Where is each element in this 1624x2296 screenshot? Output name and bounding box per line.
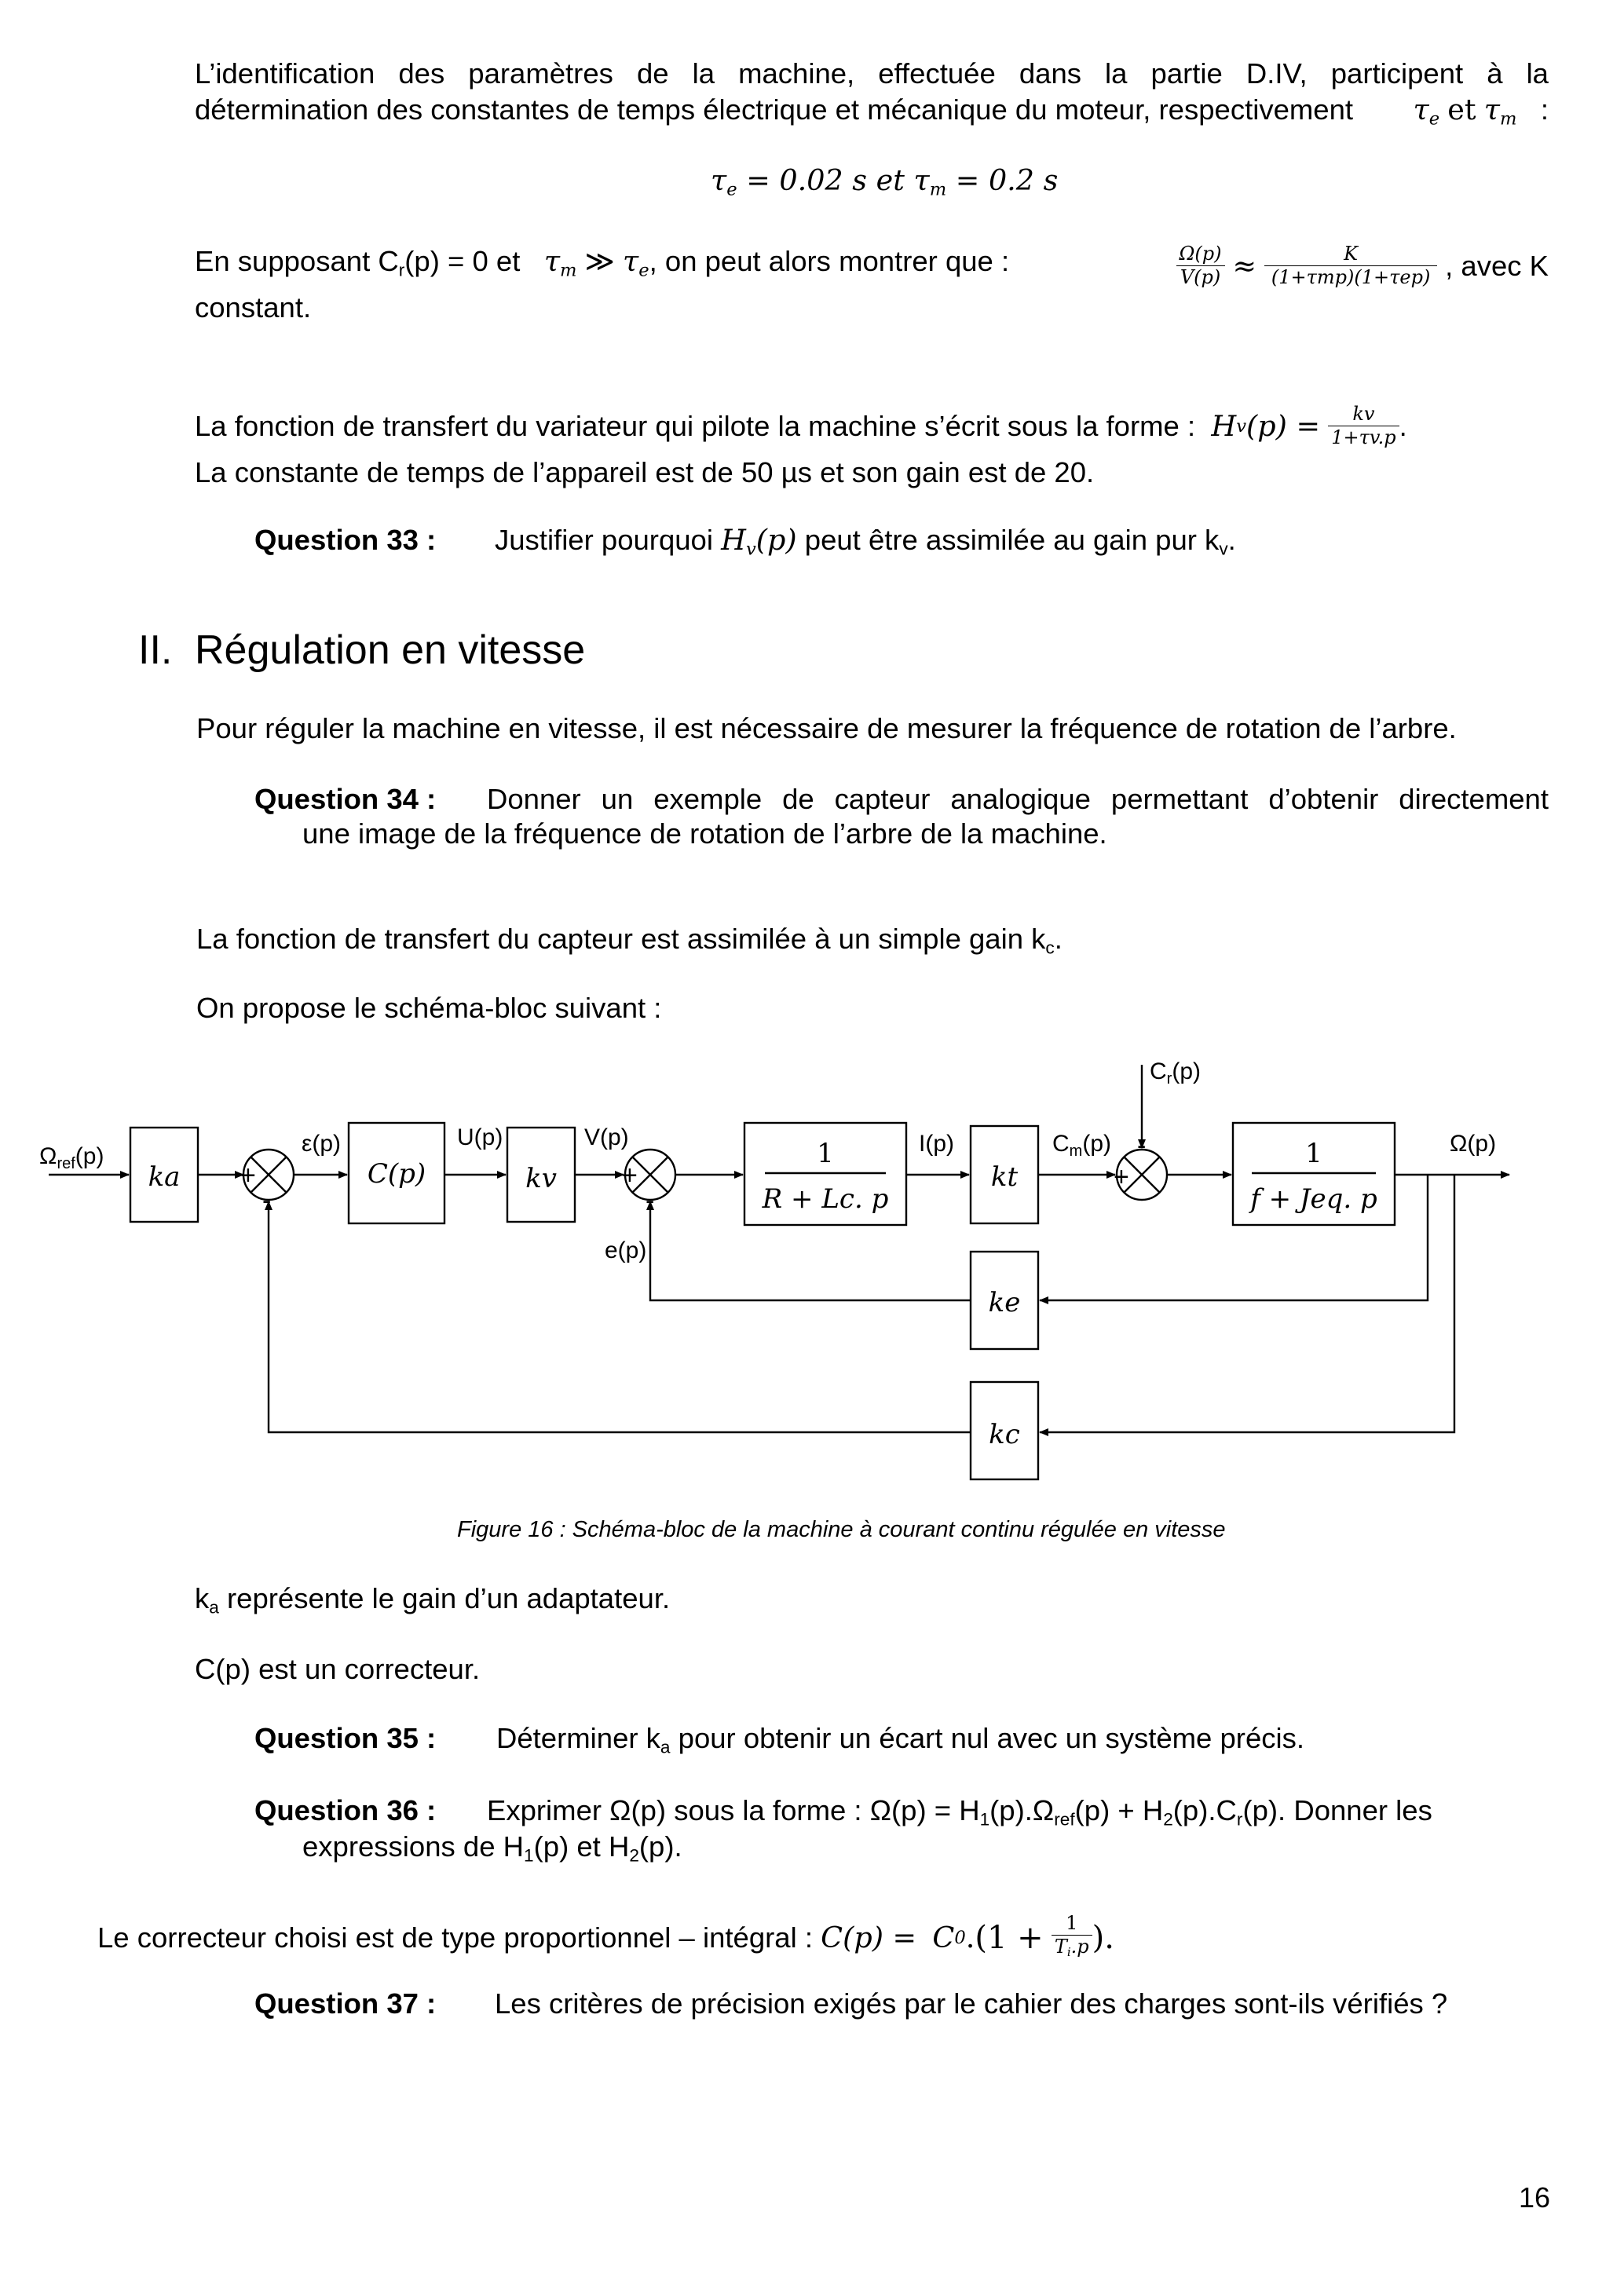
variator-period: .: [1399, 409, 1407, 442]
hyp-tau-m: τ: [543, 244, 561, 279]
hypothesis-pre: En supposant C: [195, 245, 399, 278]
up-label: U(p): [457, 1124, 503, 1150]
hypothesis-sub-r: r: [398, 260, 405, 280]
ka-description: [195, 1581, 670, 1625]
intro-line-1: L’identification des paramètres de la machine, effectuée dans la partie D.IV, participent à la: [195, 57, 1549, 90]
variator-fraction: [1328, 404, 1399, 448]
omega-out-label: Ω(p): [1450, 1131, 1497, 1157]
hyp-tau-m-sub: m: [560, 260, 577, 281]
q33-text: [495, 523, 1236, 566]
q33-hv: H: [721, 523, 746, 557]
mech-den: f + Jeq. p: [1250, 1183, 1377, 1215]
q33-pre: Justifier pourquoi: [495, 524, 713, 556]
eps-label: ε(p): [302, 1131, 342, 1157]
intro-tau-list: [1414, 93, 1549, 136]
tau-m-value: = 0.2 s: [955, 163, 1059, 197]
corrector-c0-sub: 0: [954, 1928, 966, 1949]
sum2-plus: +: [622, 1161, 638, 1190]
ka-label: ka: [148, 1161, 181, 1193]
ip-label: I(p): [919, 1131, 954, 1157]
figure-caption: Figure 16 : Schéma-bloc de la machine à courant continu régulée en vitesse: [457, 1517, 1226, 1542]
tau-e-value: = 0.02 s et: [746, 163, 905, 197]
ka-desc-k: k: [195, 1582, 210, 1614]
q34-line-1: Donner un exemple de capteur analogique permettant d’obtenir directement: [487, 783, 1549, 815]
q34-label-text: Question 34 :: [254, 783, 437, 815]
cp-description: C(p) est un correcteur.: [195, 1653, 481, 1685]
propose-text: On propose le schéma-bloc suivant :: [196, 992, 662, 1024]
q33-hv-arg: (p): [755, 523, 797, 557]
q34-line-2: une image de la fréquence de rotation de l’arbre de la machine.: [302, 817, 1107, 850]
hypothesis-text2: , on peut alors montrer que :: [649, 245, 1010, 278]
variator-hv-arg: (p) =: [1246, 408, 1321, 443]
sensor-pre: La fonction de transfert du capteur est assimilée à un simple gain k: [196, 923, 1046, 955]
q33-post: peut être assimilée au gain pur k: [804, 524, 1220, 556]
q36-line-2: expressions de $H_1(p)$ et $H_2(p)$.: [302, 1830, 682, 1866]
q33-sub: v: [1219, 539, 1228, 559]
cp-label: C(p): [367, 1158, 426, 1190]
tau-e-subscript: e: [1428, 108, 1440, 130]
sum2-minus: -: [646, 1186, 655, 1216]
q35-label: [254, 1721, 436, 1756]
ke-label: ke: [988, 1287, 1021, 1318]
hypothesis-constant: constant.: [195, 291, 312, 324]
ka-desc-sub: a: [209, 1597, 219, 1618]
k-fraction-den: (1+τmp)(1+τep): [1271, 265, 1431, 288]
q36-label: [254, 1793, 436, 1828]
sum1-plus: +: [240, 1161, 256, 1190]
hyp-tau-e-sub: e: [638, 260, 649, 281]
kt-label: kt: [990, 1161, 1019, 1193]
q35-post: pour obtenir un écart nul avec un système précis.: [670, 1722, 1304, 1754]
vp-label: V(p): [584, 1124, 629, 1150]
sum3-minus: -: [1137, 1131, 1147, 1161]
ka-desc-text: représente le gain d’un adaptateur.: [218, 1582, 671, 1614]
measure-paragraph: Pour réguler la machine en vitesse, il est nécessaire de mesurer la fréquence de rotation de l’arbre.: [196, 712, 1457, 744]
cr-label: $C_r(p)$: [1150, 1058, 1202, 1088]
corrector-fraction: [1052, 1913, 1092, 1964]
corrector-cp: C(p) =: [821, 1921, 917, 1955]
elec-den: R + Lc. p: [762, 1183, 889, 1215]
variator-frac-den: 1+τv.p: [1331, 426, 1396, 448]
intro-colon: :: [1540, 93, 1549, 126]
q35-label-text: Question 35 :: [254, 1722, 437, 1754]
omega-over-v-num: Ω(p): [1176, 243, 1225, 266]
variator-line-1: [195, 404, 1407, 448]
hyp-much-greater: ≫: [584, 244, 615, 279]
corrector-open: (1 +: [975, 1920, 1044, 1957]
hypothesis-fraction-group: [1176, 243, 1549, 288]
hypothesis-line: [195, 243, 1549, 288]
corrector-dot: .: [965, 1921, 975, 1955]
hyp-tau-e: τ: [623, 244, 639, 279]
cm-label: $C_m(p)$: [1052, 1131, 1112, 1160]
corrector-frac-num: 1: [1052, 1913, 1092, 1936]
q33-hv-sub: v: [745, 539, 756, 560]
q36-label-text: Question 36 :: [254, 1794, 437, 1826]
mech-num: 1: [1305, 1138, 1322, 1169]
q37-label: [254, 1987, 436, 2021]
kc-label: kc: [989, 1419, 1020, 1450]
kc-feedback-arrow: [269, 1201, 971, 1432]
k-fraction-num: K: [1264, 243, 1437, 266]
q36-line-1-content: Exprimer Ω(p) sous la forme : $\Omega(p) = H_1(p).\Omega_{ref}(p) + H_2(p).C_r(p)$. Donner les: [487, 1794, 1432, 1830]
corrector-line: [97, 1913, 1114, 1964]
sum3-plus: +: [1114, 1162, 1129, 1192]
sensor-paragraph: [196, 922, 1063, 965]
kv-label: kv: [525, 1163, 557, 1194]
tau-m-eq-symbol: τ: [913, 163, 930, 197]
q33-label-text: Question 33 :: [254, 524, 437, 556]
tau-e-symbol: τ: [1413, 93, 1429, 126]
variator-line-2: La constante de temps de l’appareil est de 50 µs et son gain est de 20.: [195, 456, 1095, 488]
ep-label: e(p): [605, 1238, 647, 1263]
tau-e-eq-sub: e: [726, 179, 737, 200]
sensor-end: .: [1054, 923, 1063, 955]
q34-label: [254, 782, 436, 817]
sum1-minus: -: [262, 1186, 272, 1216]
variator-hv: H: [1211, 408, 1237, 443]
variator-hv-sub: v: [1236, 415, 1247, 437]
intro-line-2-text: détermination des constantes de temps électrique et mécanique du moteur, respectivement: [195, 93, 1354, 126]
q35-sub: a: [660, 1737, 671, 1757]
intro-line-2: [195, 93, 1549, 136]
omega-over-v-den: V(p): [1180, 265, 1221, 288]
variator-frac-num: kv: [1328, 404, 1399, 426]
section-number: II.: [138, 627, 173, 673]
variator-text: La fonction de transfert du variateur qui pilote la machine s’écrit sous la forme :: [195, 409, 1196, 442]
q35-pre: Déterminer k: [496, 1722, 660, 1754]
hypothesis-mid: (p) = 0 et: [404, 245, 521, 278]
corrector-frac-den: $T_i.p$: [1054, 1935, 1089, 1959]
elec-num: 1: [817, 1138, 834, 1169]
corrector-pre: Le correcteur choisi est de type proportionnel – intégral :: [97, 1921, 813, 1954]
q33-label: [254, 523, 436, 558]
tau-values-equation: [711, 163, 1058, 207]
tau-e-eq-symbol: τ: [711, 163, 727, 197]
k-fraction: [1264, 243, 1437, 288]
section-title: Régulation en vitesse: [195, 627, 586, 673]
block-diagram: [0, 1044, 1624, 1508]
corrector-c0: C: [932, 1921, 955, 1955]
q37-text: Les critères de précision exigés par le cahier des charges sont-ils vérifiés ?: [495, 1987, 1448, 2020]
omega-ref-label: $\Omega_{ref}(p)$: [39, 1143, 104, 1172]
q35-text: [496, 1721, 1304, 1764]
q37-label-text: Question 37 :: [254, 1987, 437, 2020]
tau-m-subscript: m: [1499, 108, 1517, 130]
tau-m-symbol: τ: [1483, 93, 1500, 126]
omega-over-v-fraction: [1176, 243, 1225, 288]
page-number: 16: [1518, 2181, 1550, 2214]
hypothesis-left: [195, 244, 1009, 287]
corrector-close: ).: [1092, 1920, 1114, 1957]
hypothesis-post: , avec K: [1445, 249, 1549, 282]
approx-symbol: ≈: [1232, 248, 1257, 283]
q33-end: .: [1227, 524, 1236, 556]
tau-m-eq-sub: m: [929, 179, 947, 200]
sensor-sub: c: [1045, 938, 1055, 958]
intro-et: et: [1447, 93, 1476, 126]
